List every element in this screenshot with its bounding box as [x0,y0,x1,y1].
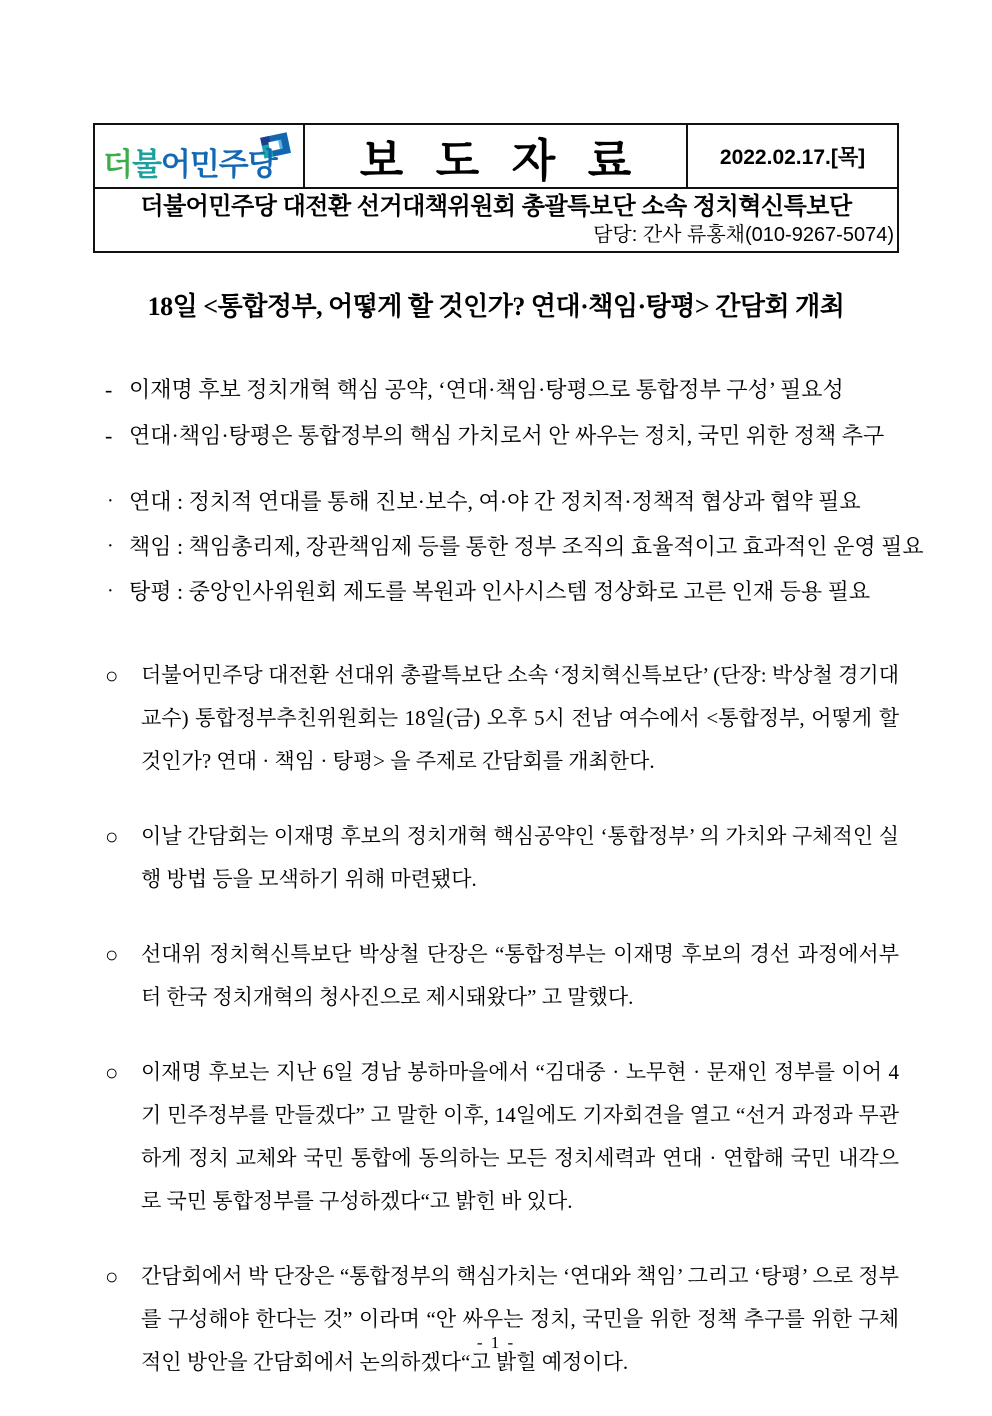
header-top-row [95,125,897,189]
contact-line: 담당: 간사 류홍채(010-9267-5074) [593,224,894,246]
dash-bullet-marker: - [105,423,113,448]
summary-dot-text: 책임 : 책임총리제, 장관책임제 등를 통한 정부 조직의 효율적이고 효과적인 운영 필요 [129,534,924,559]
summary-dash-item [105,413,899,459]
circle-bullet-marker: ○ [105,824,119,849]
dash-bullet-marker: - [105,377,113,402]
summary-dash-item [105,367,899,413]
release-date: 2022.02.17.[목] [719,146,866,169]
summary-dot-item [107,569,899,614]
circle-bullet-marker: ○ [105,1264,119,1289]
circle-bullet-marker: ○ [105,942,119,967]
dot-bullet-marker: · [107,580,114,602]
document-content [93,286,924,1416]
paragraph-text: 간담회에서 박 단장은 “통합정부의 핵심가치는 ‘연대와 책임’ 그리고 ‘탕평’ 으로 정부를 구성해야 한다는 것” 이라며 “안 싸우는 정치, 국민을 위한 정책 추구를 위한 구체적인 방안을 간담회에서 논의하겠다“고 밝힐 예정이다. [141,1264,899,1374]
party-logo-part3: 어민주당 [160,147,277,182]
summary-dash-list [93,367,899,459]
press-release-header-table [93,123,899,253]
body-paragraph [105,654,899,783]
party-logo-part2: 불 [131,147,161,182]
press-release-title: 보 도 자 료 [305,125,688,187]
body-paragraphs [93,654,899,1384]
headline: 18일 <통합정부, 어떻게 할 것인가? 연대·책임·탕평> 간담회 개최 [147,292,845,321]
summary-dot-item [107,524,924,569]
party-logo-part1: 더 [103,147,132,182]
issuing-org-line: 더불어민주당 대전환 선거대책위원회 총괄특보단 소속 정치혁신특보단 [140,193,852,220]
summary-dot-list [93,479,924,614]
paragraph-text: 이날 간담회는 이재명 후보의 정치개혁 핵심공약인 ‘통합정부’ 의 가치와 구체적인 실행 방법 등을 모색하기 위해 마련됐다. [141,824,899,891]
paragraph-text: 이재명 후보는 지난 6일 경남 봉하마을에서 “김대중 · 노무현 · 문재인 정부를 이어 4기 민주정부를 만들겠다” 고 말한 이후, 14일에도 기자회견을 열고 “선거 과정과 무관하게 정치 교체와 국민 통합에 동의하는 모든 정치세력과 연대 · 연합해 국민 내각으로 국민 통합정부를 구성하겠다“고 밝힌 바 있다. [141,1060,899,1213]
circle-bullet-marker: ○ [105,1060,119,1085]
party-logo-cell [95,125,305,187]
dot-bullet-marker: · [107,490,114,512]
page-number: - 1 - [476,1333,516,1352]
paragraph-text: 더불어민주당 대전환 선대위 총괄특보단 소속 ‘정치혁신특보단’ (단장: 박상철 경기대교수) 통합정부추친위원회는 18일(금) 오후 5시 전남 여수에서 <통합정부, 어떻게 할 것인가? 연대 · 책임 · 탕평> 을 주제로 간담회를 개최한다. [141,663,899,773]
party-logo-text [103,139,277,184]
summary-dot-item [107,479,899,524]
summary-dot-text: 탕평 : 중앙인사위원회 제도를 복원과 인사시스템 정상화로 고른 인재 등용 필요 [129,579,871,604]
summary-dash-text: 이재명 후보 정치개혁 핵심 공약, ‘연대·책임·탕평으로 통합정부 구성’ 필요성 [129,377,844,402]
header-bottom-row [95,189,897,251]
body-paragraph [105,1255,899,1384]
body-paragraph [105,933,899,1019]
dot-bullet-marker: · [107,535,114,557]
body-paragraph [105,815,899,901]
circle-bullet-marker: ○ [105,663,119,688]
summary-dash-text: 연대·책임·탕평은 통합정부의 핵심 가치로서 안 싸우는 정치, 국민 위한 정책 추구 [129,423,885,448]
summary-dot-text: 연대 : 정치적 연대를 통해 진보·보수, 여·야 간 정치적·정책적 협상과 협약 필요 [129,489,861,514]
body-paragraph [105,1051,899,1223]
paragraph-text: 선대위 정치혁신특보단 박상철 단장은 “통합정부는 이재명 후보의 경선 과정에서부터 한국 정치개혁의 청사진으로 제시돼왔다” 고 말했다. [141,942,899,1009]
